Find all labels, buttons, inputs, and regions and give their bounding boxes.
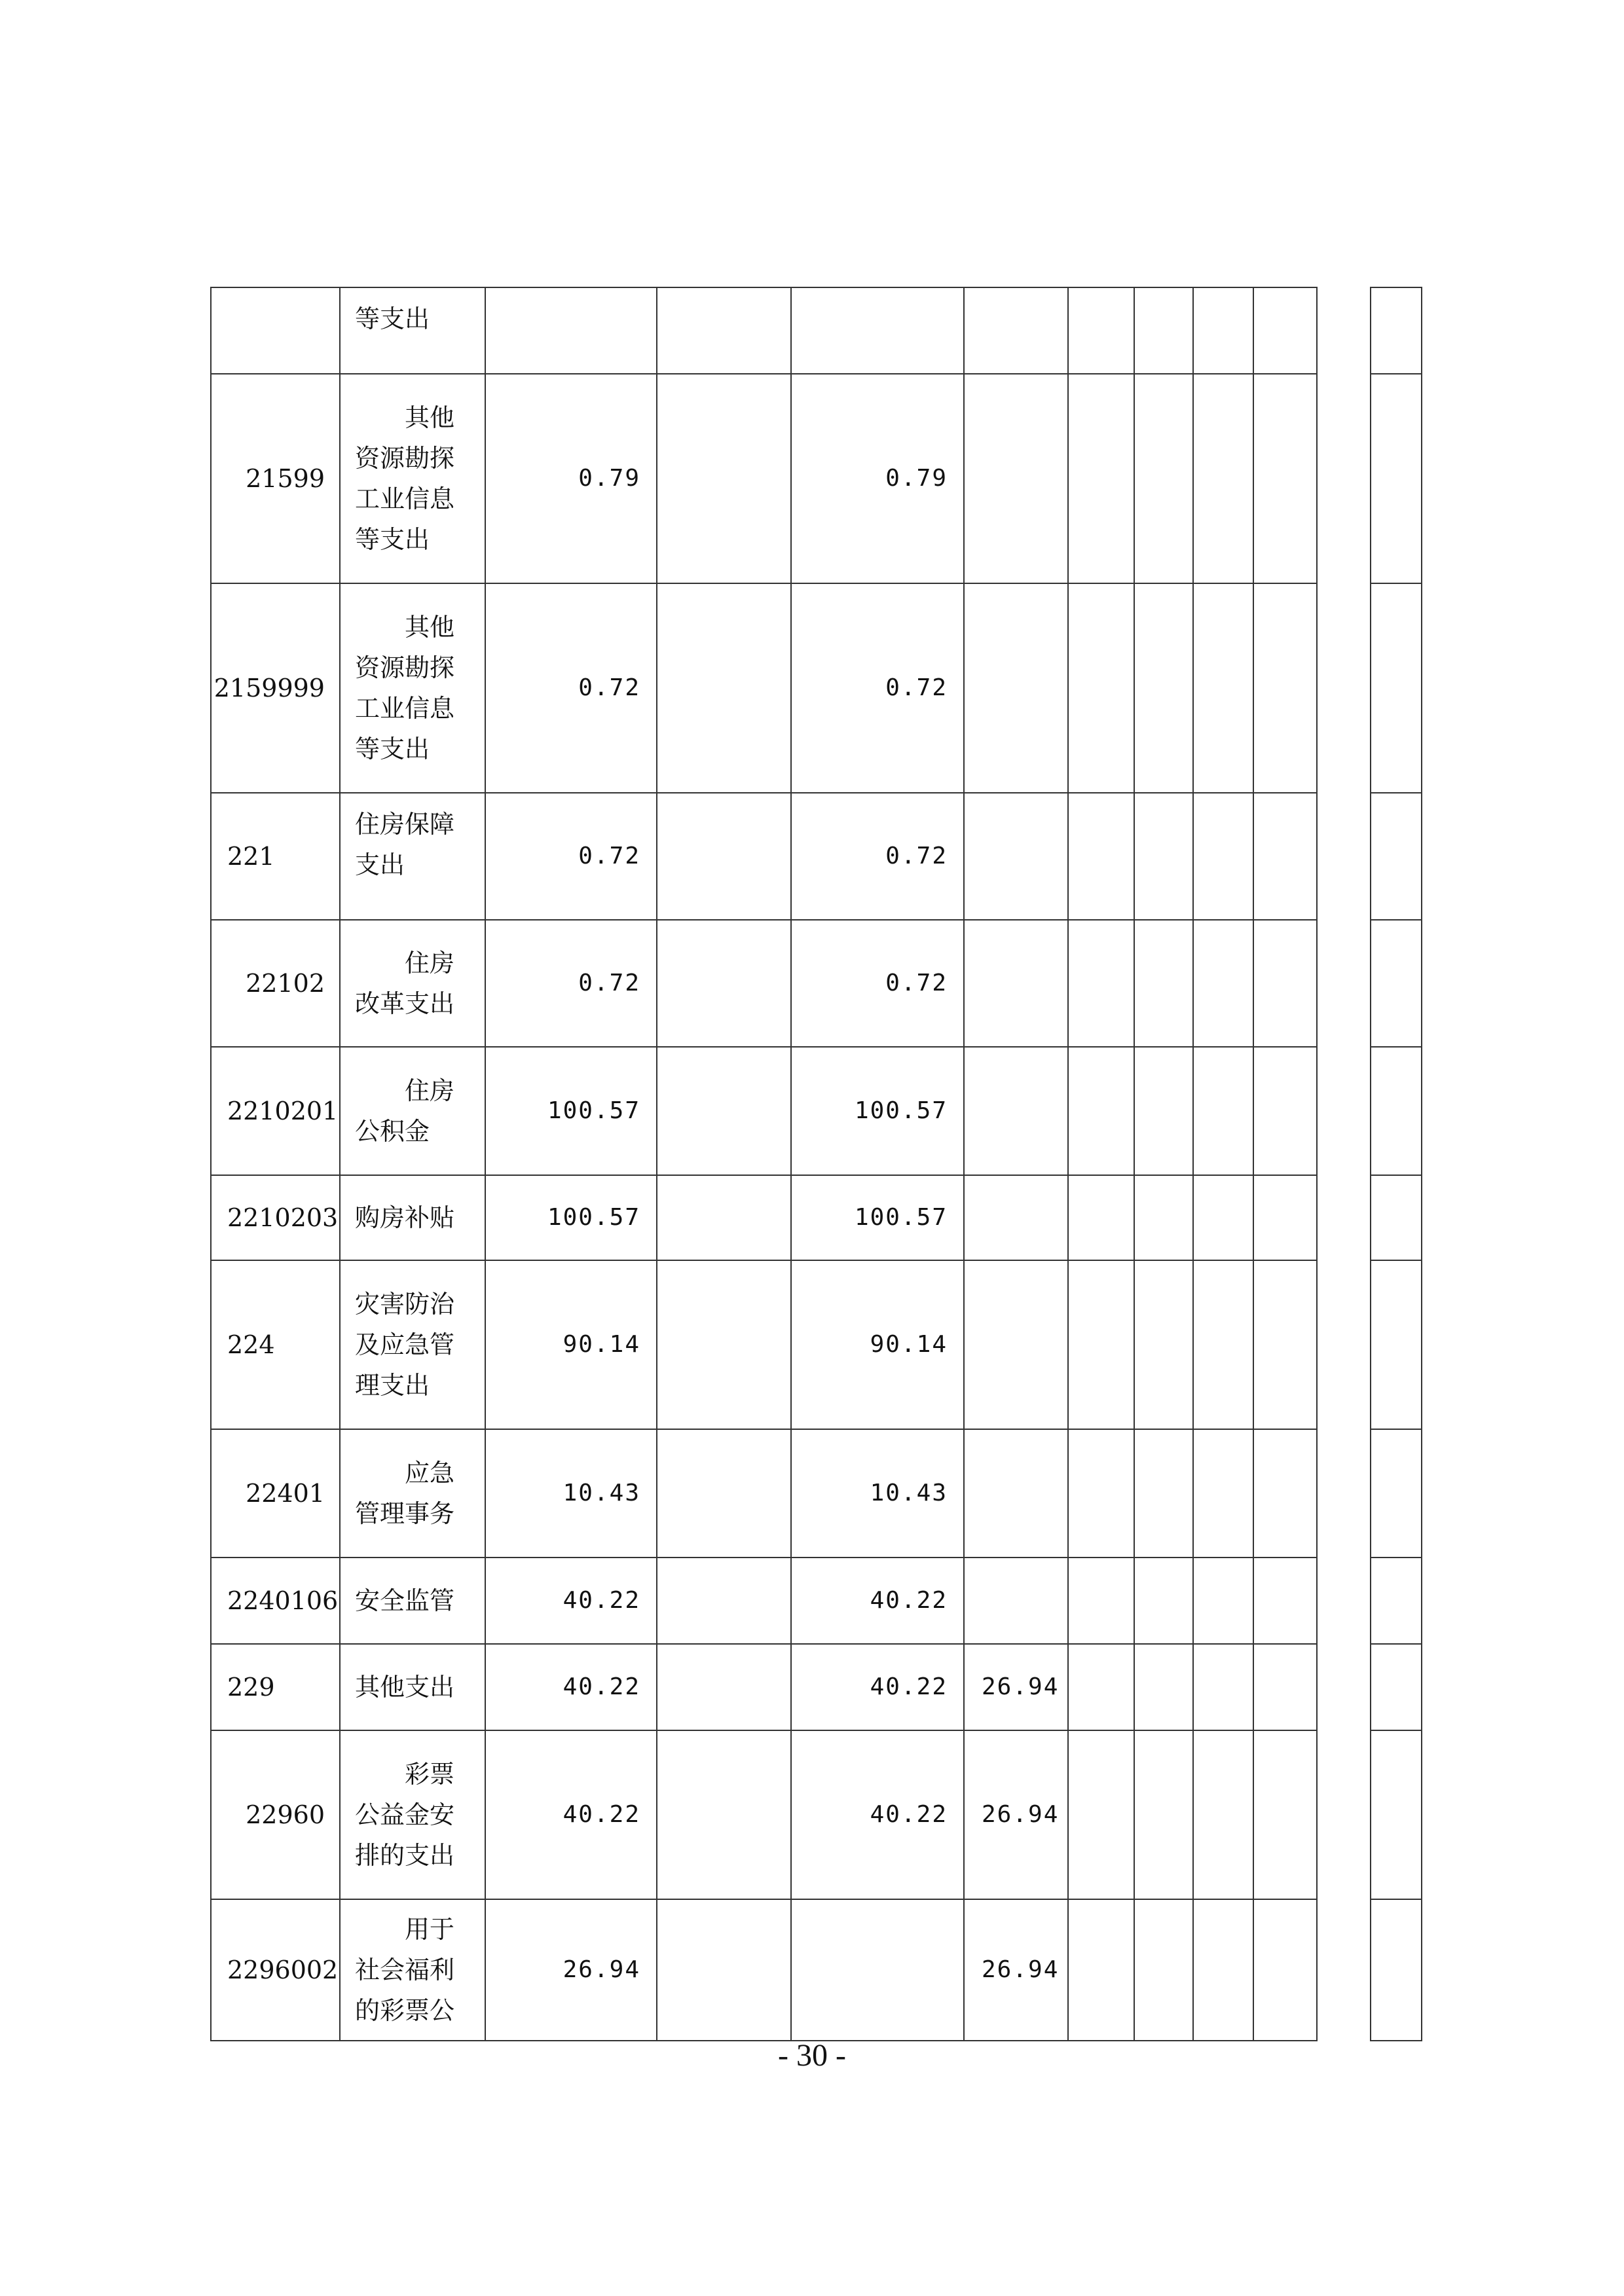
empty-cell	[1068, 1730, 1134, 1899]
empty-cell	[1371, 920, 1422, 1047]
subject-code-cell: 2240106	[211, 1558, 340, 1644]
empty-cell	[1317, 1047, 1371, 1175]
empty-cell	[1317, 287, 1371, 374]
table-row	[211, 1047, 1422, 1175]
amount-cell	[657, 1899, 791, 2041]
empty-cell	[1371, 1644, 1422, 1730]
empty-cell	[1068, 1047, 1134, 1175]
subject-code-cell: 2210201	[211, 1047, 340, 1175]
fund-budget-cell	[964, 1175, 1068, 1260]
empty-cell	[1134, 1644, 1193, 1730]
amount-cell	[657, 920, 791, 1047]
total-cell: 10.43	[485, 1429, 657, 1558]
amount-cell	[657, 583, 791, 793]
fund-budget-cell: 26.94	[964, 1644, 1068, 1730]
total-cell: 100.57	[485, 1175, 657, 1260]
total-cell: 100.57	[485, 1047, 657, 1175]
fund-budget-cell	[964, 1558, 1068, 1644]
empty-cell	[1317, 1429, 1371, 1558]
subject-code-cell: 2210203	[211, 1175, 340, 1260]
empty-cell	[1371, 1558, 1422, 1644]
empty-cell	[1371, 1429, 1422, 1558]
empty-cell	[1253, 1899, 1317, 2041]
subject-name-cell: 住房保障支出	[340, 793, 485, 920]
fund-budget-cell	[964, 374, 1068, 583]
empty-cell	[1068, 1429, 1134, 1558]
total-cell: 0.72	[485, 583, 657, 793]
general-budget-cell: 40.22	[791, 1730, 964, 1899]
empty-cell	[1371, 1730, 1422, 1899]
amount-cell	[657, 1047, 791, 1175]
general-budget-cell: 0.72	[791, 583, 964, 793]
empty-cell	[1134, 1899, 1193, 2041]
empty-cell	[1134, 1260, 1193, 1429]
fund-budget-cell	[964, 1047, 1068, 1175]
empty-cell	[1317, 1260, 1371, 1429]
subject-code-cell: 21599	[211, 374, 340, 583]
amount-cell	[657, 374, 791, 583]
amount-cell	[657, 1175, 791, 1260]
table-row	[211, 374, 1422, 583]
general-budget-cell: 0.72	[791, 793, 964, 920]
total-cell: 40.22	[485, 1644, 657, 1730]
empty-cell	[1253, 374, 1317, 583]
empty-cell	[1371, 1899, 1422, 2041]
empty-cell	[1193, 1558, 1253, 1644]
total-cell: 26.94	[485, 1899, 657, 2041]
subject-name-cell: 住房公积金	[340, 1047, 485, 1175]
empty-cell	[1134, 583, 1193, 793]
total-cell: 40.22	[485, 1730, 657, 1899]
empty-cell	[1193, 583, 1253, 793]
empty-cell	[1068, 1260, 1134, 1429]
empty-cell	[1317, 1899, 1371, 2041]
fund-budget-cell	[964, 583, 1068, 793]
subject-name-cell: 其他资源勘探工业信息等支出	[340, 583, 485, 793]
empty-cell	[1193, 793, 1253, 920]
total-cell: 0.79	[485, 374, 657, 583]
subject-code-cell: 221	[211, 793, 340, 920]
empty-cell	[1193, 1730, 1253, 1899]
amount-cell	[657, 1644, 791, 1730]
empty-cell	[1253, 1047, 1317, 1175]
empty-cell	[1253, 1558, 1317, 1644]
fund-budget-cell	[964, 287, 1068, 374]
empty-cell	[1193, 1260, 1253, 1429]
amount-cell	[657, 1429, 791, 1558]
empty-cell	[1068, 1899, 1134, 2041]
general-budget-cell	[791, 1899, 964, 2041]
subject-name-cell: 其他支出	[340, 1644, 485, 1730]
fund-budget-cell	[964, 1429, 1068, 1558]
empty-cell	[1371, 1047, 1422, 1175]
amount-cell	[657, 1260, 791, 1429]
empty-cell	[1193, 1429, 1253, 1558]
empty-cell	[1253, 1730, 1317, 1899]
general-budget-cell: 90.14	[791, 1260, 964, 1429]
empty-cell	[1253, 1260, 1317, 1429]
empty-cell	[1134, 1730, 1193, 1899]
fund-budget-cell: 26.94	[964, 1730, 1068, 1899]
table-row	[211, 1899, 1422, 2041]
subject-code-cell: 229	[211, 1644, 340, 1730]
subject-code-cell: 224	[211, 1260, 340, 1429]
empty-cell	[1193, 287, 1253, 374]
empty-cell	[1068, 583, 1134, 793]
table-row	[211, 920, 1422, 1047]
empty-cell	[1253, 1644, 1317, 1730]
empty-cell	[1317, 1558, 1371, 1644]
table-row	[211, 287, 1422, 374]
subject-name-cell: 应急管理事务	[340, 1429, 485, 1558]
empty-cell	[1253, 1429, 1317, 1558]
subject-name-cell: 安全监管	[340, 1558, 485, 1644]
subject-code-cell: 2159999	[211, 583, 340, 793]
empty-cell	[1068, 1558, 1134, 1644]
page-number: - 30 -	[778, 2038, 846, 2073]
total-cell	[485, 287, 657, 374]
empty-cell	[1253, 1175, 1317, 1260]
empty-cell	[1317, 374, 1371, 583]
empty-cell	[1253, 920, 1317, 1047]
total-cell: 90.14	[485, 1260, 657, 1429]
table-row	[211, 1644, 1422, 1730]
subject-code-cell: 22401	[211, 1429, 340, 1558]
empty-cell	[1371, 583, 1422, 793]
table-row	[211, 793, 1422, 920]
empty-cell	[1068, 793, 1134, 920]
table-row	[211, 583, 1422, 793]
empty-cell	[1068, 920, 1134, 1047]
empty-cell	[1317, 793, 1371, 920]
empty-cell	[1371, 1260, 1422, 1429]
empty-cell	[1134, 287, 1193, 374]
table-row	[211, 1730, 1422, 1899]
subject-name-cell: 灾害防治及应急管理支出	[340, 1260, 485, 1429]
subject-code-cell	[211, 287, 340, 374]
amount-cell	[657, 287, 791, 374]
empty-cell	[1068, 287, 1134, 374]
empty-cell	[1134, 793, 1193, 920]
budget-table	[210, 287, 1422, 2041]
amount-cell	[657, 1730, 791, 1899]
fund-budget-cell	[964, 1260, 1068, 1429]
empty-cell	[1193, 1047, 1253, 1175]
subject-name-cell: 彩票公益金安排的支出	[340, 1730, 485, 1899]
table-row	[211, 1175, 1422, 1260]
empty-cell	[1371, 1175, 1422, 1260]
empty-cell	[1317, 583, 1371, 793]
total-cell: 0.72	[485, 793, 657, 920]
empty-cell	[1193, 374, 1253, 583]
general-budget-cell	[791, 287, 964, 374]
empty-cell	[1317, 920, 1371, 1047]
empty-cell	[1253, 793, 1317, 920]
empty-cell	[1371, 287, 1422, 374]
subject-code-cell: 22960	[211, 1730, 340, 1899]
amount-cell	[657, 1558, 791, 1644]
empty-cell	[1134, 1047, 1193, 1175]
subject-name-cell: 其他资源勘探工业信息等支出	[340, 374, 485, 583]
empty-cell	[1193, 920, 1253, 1047]
empty-cell	[1371, 374, 1422, 583]
empty-cell	[1134, 1175, 1193, 1260]
empty-cell	[1317, 1730, 1371, 1899]
amount-cell	[657, 793, 791, 920]
fund-budget-cell	[964, 793, 1068, 920]
empty-cell	[1317, 1175, 1371, 1260]
empty-cell	[1371, 793, 1422, 920]
empty-cell	[1134, 374, 1193, 583]
empty-cell	[1068, 1644, 1134, 1730]
fund-budget-cell: 26.94	[964, 1899, 1068, 2041]
empty-cell	[1134, 1558, 1193, 1644]
general-budget-cell: 0.79	[791, 374, 964, 583]
empty-cell	[1068, 1175, 1134, 1260]
empty-cell	[1193, 1175, 1253, 1260]
empty-cell	[1193, 1644, 1253, 1730]
general-budget-cell: 40.22	[791, 1558, 964, 1644]
subject-name-cell: 购房补贴	[340, 1175, 485, 1260]
subject-name-cell: 用于社会福利的彩票公	[340, 1899, 485, 2041]
empty-cell	[1253, 287, 1317, 374]
empty-cell	[1068, 374, 1134, 583]
table-row	[211, 1260, 1422, 1429]
empty-cell	[1253, 583, 1317, 793]
table-row	[211, 1429, 1422, 1558]
general-budget-cell: 0.72	[791, 920, 964, 1047]
general-budget-cell: 40.22	[791, 1644, 964, 1730]
total-cell: 0.72	[485, 920, 657, 1047]
subject-code-cell: 2296002	[211, 1899, 340, 2041]
general-budget-cell: 100.57	[791, 1175, 964, 1260]
table-row	[211, 1558, 1422, 1644]
subject-name-cell: 住房改革支出	[340, 920, 485, 1047]
empty-cell	[1134, 920, 1193, 1047]
subject-code-cell: 22102	[211, 920, 340, 1047]
fund-budget-cell	[964, 920, 1068, 1047]
empty-cell	[1193, 1899, 1253, 2041]
empty-cell	[1317, 1644, 1371, 1730]
empty-cell	[1134, 1429, 1193, 1558]
subject-name-cell: 等支出	[340, 287, 485, 374]
general-budget-cell: 100.57	[791, 1047, 964, 1175]
total-cell: 40.22	[485, 1558, 657, 1644]
general-budget-cell: 10.43	[791, 1429, 964, 1558]
